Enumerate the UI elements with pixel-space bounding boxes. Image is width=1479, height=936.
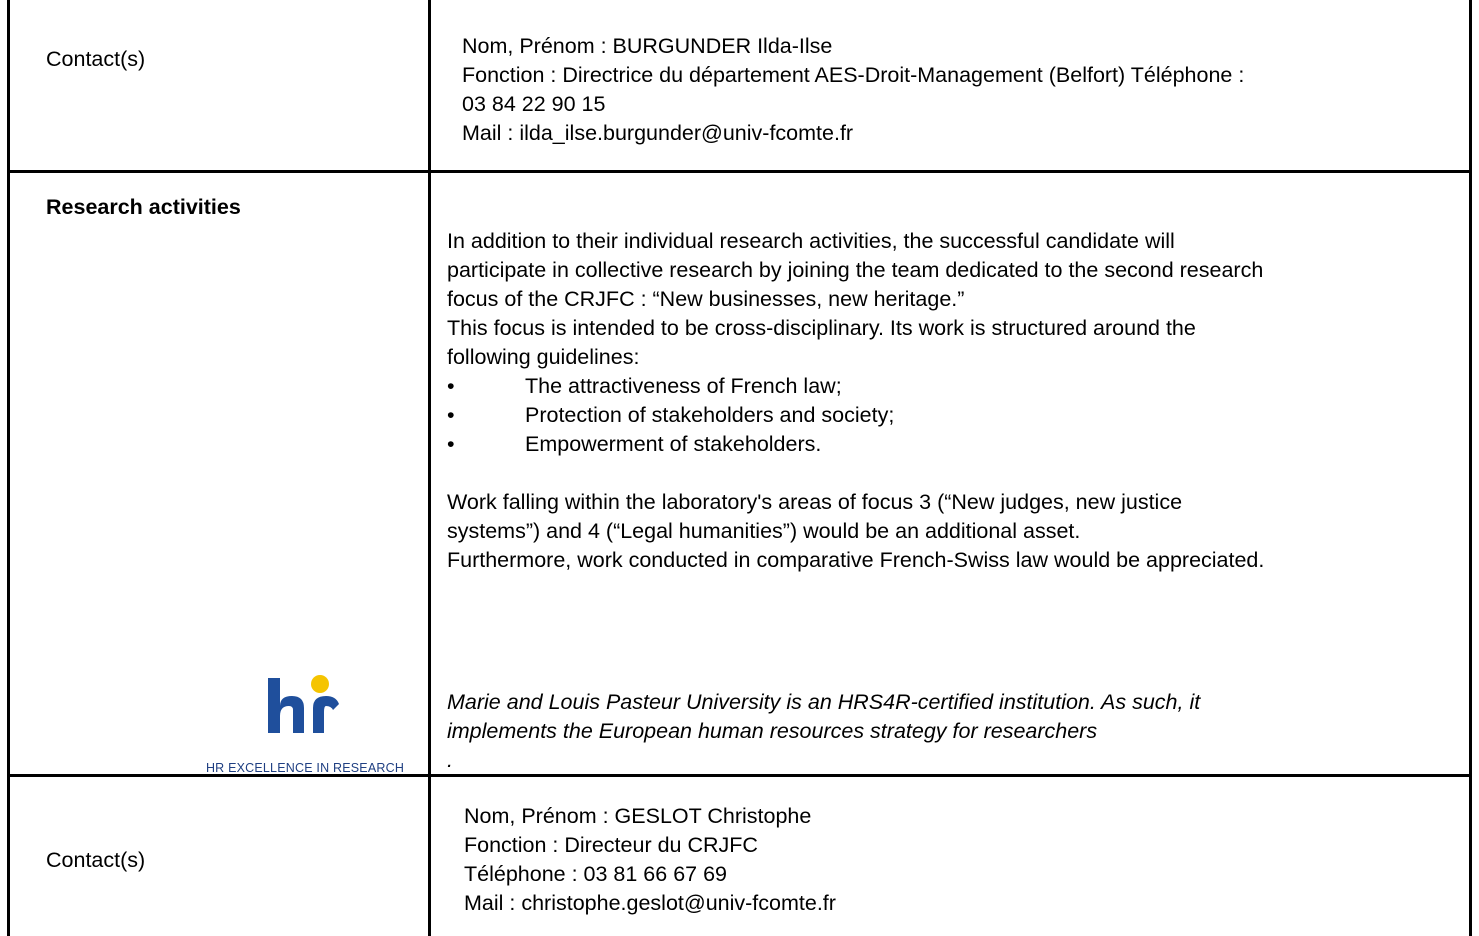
row-label: Research activities [46, 195, 241, 219]
paragraph-line: Work falling within the laboratory's areas of focus 3 (“New judges, new justice [447, 490, 1183, 514]
contact-phone-line: Téléphone : 03 81 66 67 69 [464, 862, 727, 886]
paragraph-line: Furthermore, work conducted in comparative French-Swiss law would be appreciated. [447, 548, 1265, 572]
contact-mail-line: Mail : christophe.geslot@univ-fcomte.fr [464, 891, 836, 915]
contact-mail-line: Mail : ilda_ilse.burgunder@univ-fcomte.fr [462, 121, 854, 145]
table-column-divider [428, 0, 431, 936]
contact-details [462, 32, 1244, 148]
trailing-dot: . [447, 748, 453, 772]
paragraph-line: participate in collective research by joining the team dedicated to the second research [447, 258, 1264, 282]
logo-h-stem [268, 678, 280, 733]
list-item [447, 430, 1264, 459]
list-item-text: Empowerment of stakeholders. [525, 432, 822, 456]
bullet-icon: • [447, 374, 455, 398]
row-label: Contact(s) [46, 47, 146, 71]
table-row-divider [7, 170, 1472, 173]
paragraph-line: This focus is intended to be cross-disciplinary. Its work is structured around the [447, 316, 1196, 340]
research-description [447, 227, 1264, 575]
list-item-text: The attractiveness of French law; [525, 374, 842, 398]
paragraph-line: following guidelines: [447, 345, 640, 369]
list-item [447, 372, 1264, 401]
hrs4r-statement [447, 688, 1200, 775]
bullet-icon: • [447, 432, 455, 456]
logo-caption: HR EXCELLENCE IN RESEARCH [205, 761, 405, 775]
contact-name-line: Nom, Prénom : GESLOT Christophe [464, 804, 812, 828]
logo-yellow-dot [311, 675, 329, 693]
paragraph-line: In addition to their individual research activities, the successful candidate will [447, 229, 1175, 253]
contact-function-line: Fonction : Directeur du CRJFC [464, 833, 758, 857]
table-border-right [1469, 0, 1472, 936]
list-item-text: Protection of stakeholders and society; [525, 403, 895, 427]
contact-name-line: Nom, Prénom : BURGUNDER Ilda-Ilse [462, 34, 833, 58]
paragraph-line: focus of the CRJFC : “New businesses, new heritage.” [447, 287, 965, 311]
contact-function-line: Fonction : Directrice du département AES-Droit-Management (Belfort) Téléphone : [462, 63, 1245, 87]
paragraph-line: implements the European human resources strategy for researchers [447, 719, 1098, 743]
paragraph-line: systems”) and 4 (“Legal humanities”) would be an additional asset. [447, 519, 1081, 543]
list-item [447, 401, 1264, 430]
row-label: Contact(s) [46, 848, 146, 872]
bullet-icon: • [447, 403, 455, 427]
contact-details [464, 802, 836, 918]
logo-h-arch [280, 696, 304, 733]
logo-r-shape [313, 696, 339, 733]
contact-phone-line: 03 84 22 90 15 [462, 92, 606, 116]
paragraph-line: Marie and Louis Pasteur University is an HRS4R-certified institution. As such, it [447, 690, 1201, 714]
table-border-left [7, 0, 10, 936]
